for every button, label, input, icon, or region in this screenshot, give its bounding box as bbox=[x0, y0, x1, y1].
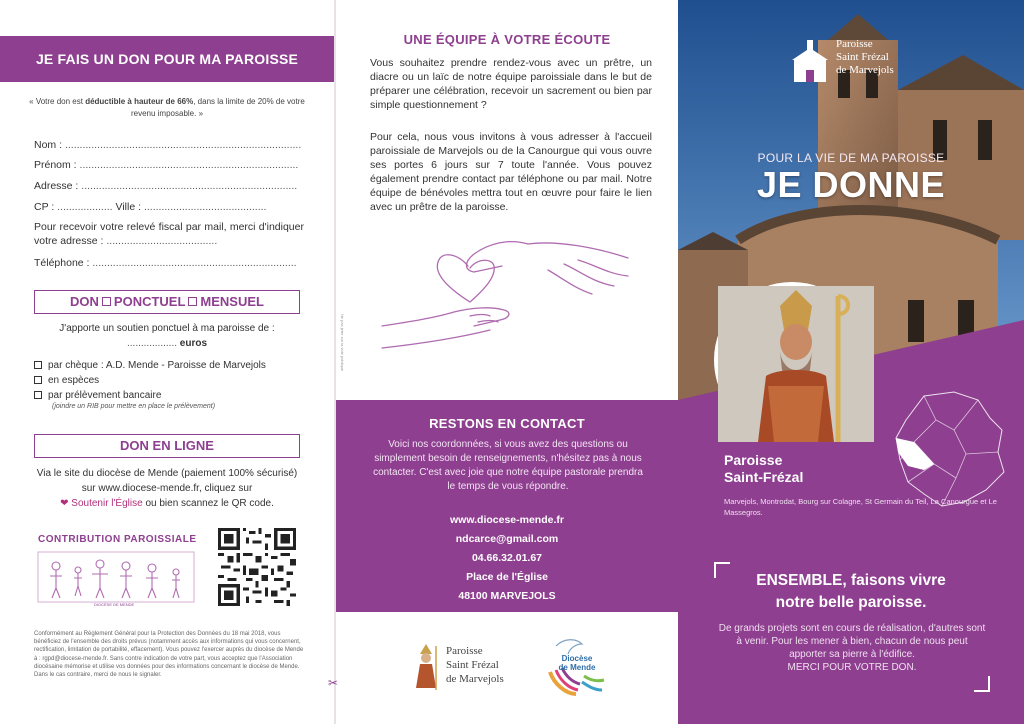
heart-icon: ❤ bbox=[60, 498, 69, 509]
hands-heart-illustration bbox=[378, 230, 638, 360]
especes-label: en espèces bbox=[48, 375, 100, 386]
contribution-logo-title: CONTRIBUTION PAROISSIALE bbox=[38, 534, 197, 545]
form-field-email[interactable]: Pour recevoir votre relevé fiscal par mail, merci d'indiquer votre adresse : ...................................... bbox=[34, 221, 304, 247]
tax-note-bold: déductible à hauteur de 66% bbox=[85, 97, 194, 106]
tax-note-start: « Votre don est bbox=[29, 97, 86, 106]
form-label-prenom: Prénom : bbox=[34, 159, 77, 171]
form-label-releve: Pour recevoir votre relevé fiscal par mail, merci d'indiquer votre adresse : bbox=[34, 221, 304, 247]
option-cheque[interactable] bbox=[34, 359, 304, 372]
ensemble-paragraph: De grands projets sont en cours de réalisation, d'autres sont à venir. Pour les mener à bien, chacun de nous peut apporter sa pierre à l'édifice. bbox=[718, 623, 986, 660]
diocese-logo-line2: de Mende bbox=[558, 663, 596, 672]
ensemble-title bbox=[678, 570, 1024, 614]
diocese-logo-line1: Diocèse bbox=[561, 654, 593, 663]
paroisse-logo-top-line3: de Marvejols bbox=[836, 64, 894, 76]
contact-box bbox=[336, 400, 678, 612]
merci-line: MERCI POUR VOTRE DON. bbox=[787, 662, 917, 673]
tax-note bbox=[28, 96, 306, 120]
mensuel-label: MENSUEL bbox=[200, 294, 264, 309]
ponctuel-checkbox[interactable] bbox=[102, 297, 111, 306]
saint-statue-image bbox=[718, 286, 874, 442]
paroisse-logo-bottom-text bbox=[446, 644, 504, 686]
form-field-telephone[interactable]: Téléphone : ...................................................................... bbox=[34, 257, 297, 269]
parish-map bbox=[894, 390, 1006, 510]
corner-bracket-bottom-right bbox=[974, 676, 990, 692]
prelevement-label: par prélèvement bancaire bbox=[48, 390, 162, 401]
paroisse-logo-bottom bbox=[410, 640, 550, 700]
paroisse-logo-top bbox=[790, 38, 930, 88]
church-building-icon bbox=[790, 40, 830, 84]
ensemble-text bbox=[718, 622, 986, 674]
team-paragraph-2: Pour cela, nous vous invitons à vous adresser à l'accueil paroissiale de Marvejols ou de la Canourgue qui vous ouvre ses portes 6 jours sur 7 toute l'année. Vous pouvez également prendre contact par téléphone ou par mail. Notre équipe de bénévoles mettra tout en œuvre pour faire le lien avec un prêtre de la paroisse. bbox=[370, 131, 652, 213]
contribution-logo bbox=[34, 530, 206, 610]
contact-street: Place de l'Église bbox=[466, 571, 548, 583]
paroisse-logo-top-line1: Paroisse bbox=[836, 38, 873, 50]
form-field-prenom[interactable]: Prénom : ........................................................................... bbox=[34, 159, 299, 171]
cover-subtitle: POUR LA VIE DE MA PAROISSE bbox=[757, 151, 945, 165]
ensemble-title-line2: notre belle paroisse. bbox=[775, 594, 927, 611]
euros-label: euros bbox=[179, 338, 208, 349]
donation-banner bbox=[0, 36, 334, 82]
form-field-nom[interactable]: Nom : ................................................................................. bbox=[34, 139, 302, 151]
donation-banner-title: JE FAIS UN DON POUR MA PAROISSE bbox=[35, 51, 299, 67]
ensemble-title-line1: ENSEMBLE, faisons vivre bbox=[756, 572, 946, 589]
form-label-nom: Nom : bbox=[34, 139, 63, 151]
prelevement-checkbox[interactable] bbox=[34, 391, 42, 399]
scissors-icon: ✂ bbox=[328, 676, 339, 690]
contribution-logo-sub: DIOCÈSE DE MENDE bbox=[94, 602, 135, 607]
contact-title: RESTONS EN CONTACT bbox=[429, 416, 585, 431]
diocese-logo-text bbox=[552, 654, 602, 672]
paroisse-name bbox=[724, 452, 803, 486]
option-especes[interactable] bbox=[34, 374, 304, 387]
online-text-end: ou bien scannez le QR code. bbox=[145, 498, 274, 509]
diocese-logo bbox=[542, 632, 612, 702]
tax-note-end: , dans la limite de 20% de votre revenu imposable. » bbox=[130, 97, 305, 118]
paroisse-towns: Marvejols, Montrodat, Bourg sur Colagne, St Germain du Teil, La Canourgue et Le Massegros. bbox=[724, 497, 997, 517]
soutenir-link[interactable]: Soutenir l'Église bbox=[71, 498, 143, 509]
contact-email-link[interactable]: ndcarce@gmail.com bbox=[455, 533, 559, 545]
vertical-note: Ne pas jeter sur la voie publique bbox=[340, 313, 346, 372]
online-text-start: Via le site du diocèse de Mende (paiement 100% sécurisé) sur www.diocese-mende.fr, cliquez sur bbox=[36, 468, 298, 494]
paroisse-name-line1: Paroisse bbox=[724, 452, 783, 468]
contact-phone[interactable]: 04.66.32.01.67 bbox=[471, 552, 543, 564]
legal-notice: Conformément au Règlement Général pour la Protection des Données du 18 mai 2018, vous bénéficiez de l'ensemble des droits prévus (notamment accès aux informations qui vous concernent, rectification, limitation de portabilité, effacement). Vous pouvez l'exercer auprès du diocèse de Mende à : rgpd@diocese-mende.fr. Sans contre indication de votre part, vous acceptez que l'Association diocésaine mémorise et utilise vos données pour des informations concernant le diocèse de Mende. Dans le cas contraire, merci de nous le signaler. bbox=[34, 631, 304, 679]
paroisse-logo-top-line2: Saint Frézal bbox=[836, 51, 889, 63]
don-label: DON bbox=[70, 294, 99, 309]
team-title: UNE ÉQUIPE À VOTRE ÉCOUTE bbox=[403, 32, 611, 47]
amount-line[interactable]: .................. euros bbox=[126, 338, 208, 349]
contact-text: Voici nos coordonnées, si vous avez des questions ou simplement besoin de renseignements, n'hésitez pas à nous contacter. C'est avec joie que notre équipe pastorale prendra le temps de vous répondre. bbox=[373, 439, 643, 492]
qr-code[interactable] bbox=[218, 528, 296, 606]
team-paragraph-1: Vous souhaitez prendre rendez-vous avec un prêtre, un diacre ou un laïc de notre équipe paroissiale dans le but de préparer une célébration, recevoir un sacrement ou bien par simple questionnement ? bbox=[370, 57, 652, 111]
contact-city: 48100 MARVEJOLS bbox=[458, 590, 556, 602]
form-label-cp: CP : bbox=[34, 201, 55, 213]
paroisse-name-line2: Saint-Frézal bbox=[724, 469, 804, 485]
online-title: DON EN LIGNE bbox=[34, 434, 300, 458]
online-text bbox=[34, 466, 300, 511]
form-label-adresse: Adresse : bbox=[34, 180, 79, 192]
especes-checkbox[interactable] bbox=[34, 376, 42, 384]
soutien-line: J'apporte un soutien ponctuel à ma paroisse de : bbox=[59, 323, 275, 334]
prelevement-note: (joindre un RIB pour mettre en place le prélèvement) bbox=[52, 403, 216, 410]
paroisse-logo-top-text bbox=[836, 38, 894, 77]
contact-panel bbox=[328, 0, 678, 724]
saint-statue-medallion bbox=[714, 282, 870, 438]
contact-website-link[interactable]: www.diocese-mende.fr bbox=[450, 514, 564, 526]
ponctuel-label: PONCTUEL bbox=[113, 294, 186, 309]
cheque-checkbox[interactable] bbox=[34, 361, 42, 369]
form-label-ville: Ville : bbox=[115, 201, 142, 213]
mensuel-checkbox[interactable] bbox=[188, 297, 197, 306]
paroisse-logo-bottom-line2: Saint Frézal bbox=[446, 659, 499, 671]
option-prelevement[interactable] bbox=[34, 389, 304, 402]
paroisse-logo-bottom-line3: de Marvejols bbox=[446, 673, 504, 685]
cover-title: JE DONNE bbox=[756, 164, 946, 205]
cover-panel bbox=[678, 0, 1024, 724]
form-field-cp-ville[interactable]: CP : ................... Ville : .......................................... bbox=[34, 201, 267, 213]
bishop-icon bbox=[410, 642, 442, 692]
paroisse-logo-bottom-line1: Paroisse bbox=[446, 645, 483, 657]
donation-form-panel bbox=[0, 0, 334, 724]
form-field-adresse[interactable]: Adresse : .......................................................................... bbox=[34, 180, 298, 192]
form-label-telephone: Téléphone : bbox=[34, 257, 90, 269]
don-type-title bbox=[34, 290, 300, 314]
cheque-label: par chèque : A.D. Mende - Paroisse de Marvejols bbox=[48, 360, 266, 371]
